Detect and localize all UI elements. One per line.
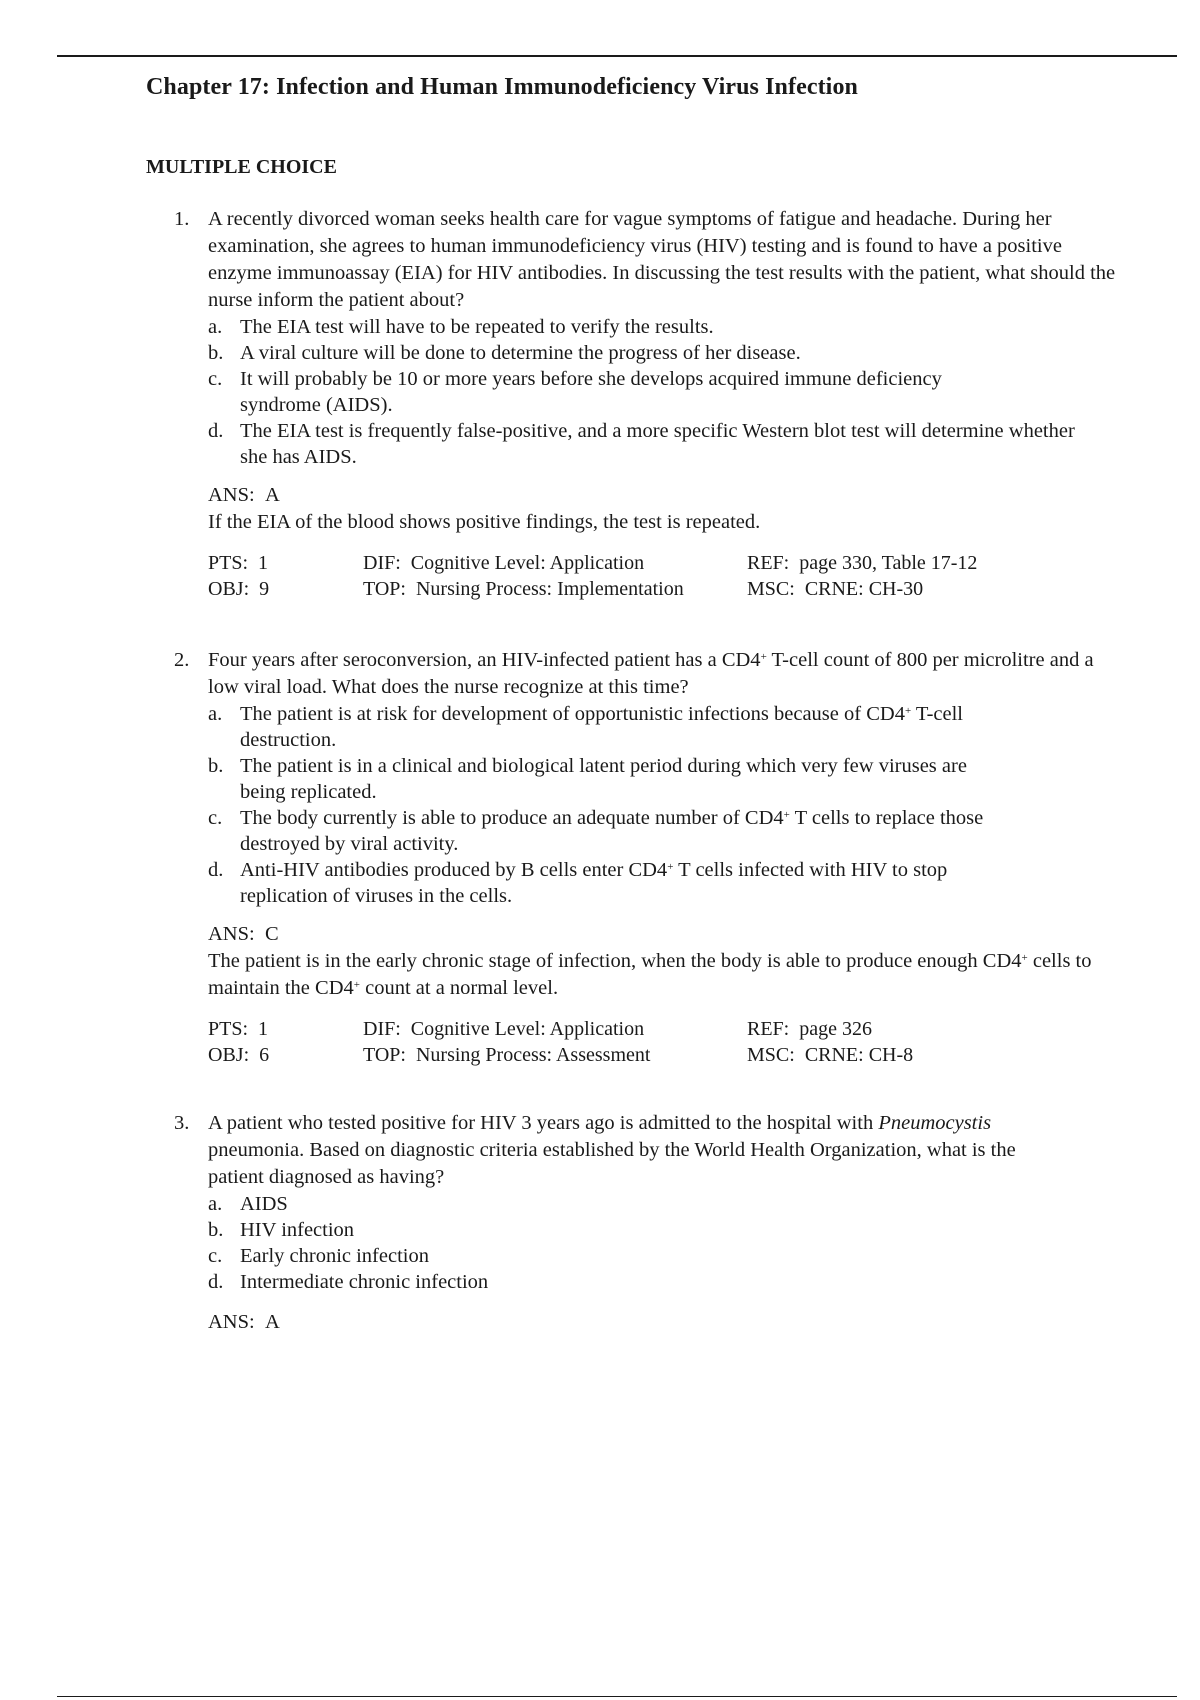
superscript: + xyxy=(353,979,360,991)
option-text: The body currently is able to produce an adequate number of CD4 xyxy=(240,807,784,829)
msc-value: CRNE: CH-30 xyxy=(804,578,924,600)
rationale xyxy=(146,948,1126,1002)
ref-label: REF: xyxy=(747,552,790,574)
option-c xyxy=(208,1243,1126,1269)
obj-label: OBJ: xyxy=(208,1044,250,1066)
top-label: TOP: xyxy=(363,578,406,600)
option-text: AIDS xyxy=(240,1193,288,1215)
option-letter: b. xyxy=(208,342,224,364)
top-rule xyxy=(57,55,1177,57)
option-letter: b. xyxy=(208,1219,224,1241)
option-text: Early chronic infection xyxy=(240,1245,429,1267)
option-text-cont: T cells infected with HIV to stop replication of viruses in the cells. xyxy=(240,859,948,907)
answer-label: ANS: xyxy=(208,484,255,506)
question-number: 3. xyxy=(174,1112,190,1134)
option-letter: b. xyxy=(208,755,224,777)
bottom-rule xyxy=(57,1696,1177,1697)
question-2 xyxy=(146,647,1126,1068)
superscript: + xyxy=(667,861,674,873)
option-letter: c. xyxy=(208,368,223,390)
option-text: The patient is in a clinical and biological latent period during which very few viruses are being replicated. xyxy=(240,755,967,803)
question-metadata xyxy=(208,1016,1126,1068)
option-b xyxy=(208,340,1126,366)
pts-label: PTS: xyxy=(208,552,249,574)
rationale-text-cont: cells to maintain the CD4 xyxy=(208,950,1092,999)
dif-label: DIF: xyxy=(363,1018,401,1040)
option-a xyxy=(208,314,1126,340)
superscript: + xyxy=(1021,952,1028,964)
option-text: It will probably be 10 or more years before she develops acquired immune deficiency syndrome (AIDS). xyxy=(240,368,942,416)
rationale-text: The patient is in the early chronic stage of infection, when the body is able to produce enough CD4 xyxy=(208,950,1022,972)
answer-options xyxy=(146,314,1126,470)
question-number: 2. xyxy=(174,649,190,671)
question-text: A recently divorced woman seeks health care for vague symptoms of fatigue and headache. During her examination, she agrees to human immunodeficiency virus (HIV) testing and is found to have a positive enzyme immunoassay (EIA) for HIV antibodies. In discussing the test results with the patient, what should the nurse inform the patient about? xyxy=(208,208,1116,311)
answer-label: ANS: xyxy=(208,1311,255,1333)
answer-options xyxy=(146,1191,1126,1295)
question-stem xyxy=(146,206,1126,314)
pts-label: PTS: xyxy=(208,1018,249,1040)
option-text: A viral culture will be done to determine the progress of her disease. xyxy=(240,342,801,364)
option-letter: a. xyxy=(208,316,223,338)
ref-value: page 330, Table 17-12 xyxy=(799,552,978,574)
obj-label: OBJ: xyxy=(208,578,250,600)
option-letter: c. xyxy=(208,807,223,829)
option-text: The EIA test is frequently false-positive, and a more specific Western blot test will determine whether she has AIDS. xyxy=(240,420,1075,468)
option-d xyxy=(208,418,1126,470)
answer-value: A xyxy=(264,1311,280,1333)
top-value: Nursing Process: Assessment xyxy=(415,1044,651,1066)
msc-label: MSC: xyxy=(747,1044,795,1066)
question-metadata xyxy=(208,550,1126,602)
option-letter: c. xyxy=(208,1245,223,1267)
question-3 xyxy=(146,1110,1126,1336)
answer-key xyxy=(146,1309,1126,1336)
question-stem xyxy=(146,647,1126,701)
top-label: TOP: xyxy=(363,1044,406,1066)
option-b xyxy=(208,1217,1126,1243)
option-letter: a. xyxy=(208,1193,223,1215)
superscript: + xyxy=(760,651,767,663)
question-number: 1. xyxy=(174,208,190,230)
question-stem xyxy=(146,1110,1126,1191)
question-text-cont: T-cell count of 800 per microlitre and a low viral load. What does the nurse recognize at this time? xyxy=(208,649,1094,698)
option-text-cont: T cells to replace those destroyed by viral activity. xyxy=(240,807,984,855)
superscript: + xyxy=(783,809,790,821)
option-a xyxy=(208,1191,1126,1217)
question-text: Four years after seroconversion, an HIV-infected patient has a CD4 xyxy=(208,649,761,671)
obj-value: 9 xyxy=(259,578,270,600)
answer-key xyxy=(146,482,1126,509)
pts-value: 1 xyxy=(258,1018,269,1040)
dif-label: DIF: xyxy=(363,552,401,574)
option-text: Intermediate chronic infection xyxy=(240,1271,489,1293)
option-letter: d. xyxy=(208,420,224,442)
ref-value: page 326 xyxy=(799,1018,873,1040)
option-text: The patient is at risk for development of opportunistic infections because of CD4 xyxy=(240,703,905,725)
question-1 xyxy=(146,206,1126,602)
answer-key xyxy=(146,921,1126,948)
dif-value: Cognitive Level: Application xyxy=(410,552,645,574)
option-text-cont: T-cell destruction. xyxy=(240,703,963,751)
option-text: Anti-HIV antibodies produced by B cells enter CD4 xyxy=(240,859,668,881)
option-d xyxy=(208,857,1126,909)
option-b xyxy=(208,753,1126,805)
answer-label: ANS: xyxy=(208,923,255,945)
superscript: + xyxy=(904,705,912,717)
chapter-title: Chapter 17: Infection and Human Immunodeficiency Virus Infection xyxy=(146,74,858,100)
rationale: If the EIA of the blood shows positive findings, the test is repeated. xyxy=(208,511,761,533)
section-heading: MULTIPLE CHOICE xyxy=(146,156,337,178)
answer-value: C xyxy=(264,923,279,945)
option-a xyxy=(208,701,1126,753)
option-text: HIV infection xyxy=(240,1219,355,1241)
option-letter: a. xyxy=(208,703,223,725)
msc-value: CRNE: CH-8 xyxy=(804,1044,914,1066)
question-text-cont: pneumonia. Based on diagnostic criteria established by the World Health Organization, what is the patient diagnosed as having? xyxy=(208,1139,1016,1188)
option-letter: d. xyxy=(208,1271,224,1293)
answer-options xyxy=(146,701,1126,909)
question-text: A patient who tested positive for HIV 3 years ago is admitted to the hospital with xyxy=(208,1112,879,1134)
pts-value: 1 xyxy=(258,552,269,574)
msc-label: MSC: xyxy=(747,578,795,600)
option-c xyxy=(208,366,1126,418)
option-text: The EIA test will have to be repeated to verify the results. xyxy=(240,316,714,338)
top-value: Nursing Process: Implementation xyxy=(415,578,684,600)
ref-label: REF: xyxy=(747,1018,790,1040)
rationale-text-end: count at a normal level. xyxy=(359,977,559,999)
option-d xyxy=(208,1269,1126,1295)
answer-value: A xyxy=(264,484,280,506)
question-text-italic: Pneumocystis xyxy=(878,1112,992,1134)
dif-value: Cognitive Level: Application xyxy=(410,1018,645,1040)
option-letter: d. xyxy=(208,859,224,881)
obj-value: 6 xyxy=(259,1044,270,1066)
option-c xyxy=(208,805,1126,857)
